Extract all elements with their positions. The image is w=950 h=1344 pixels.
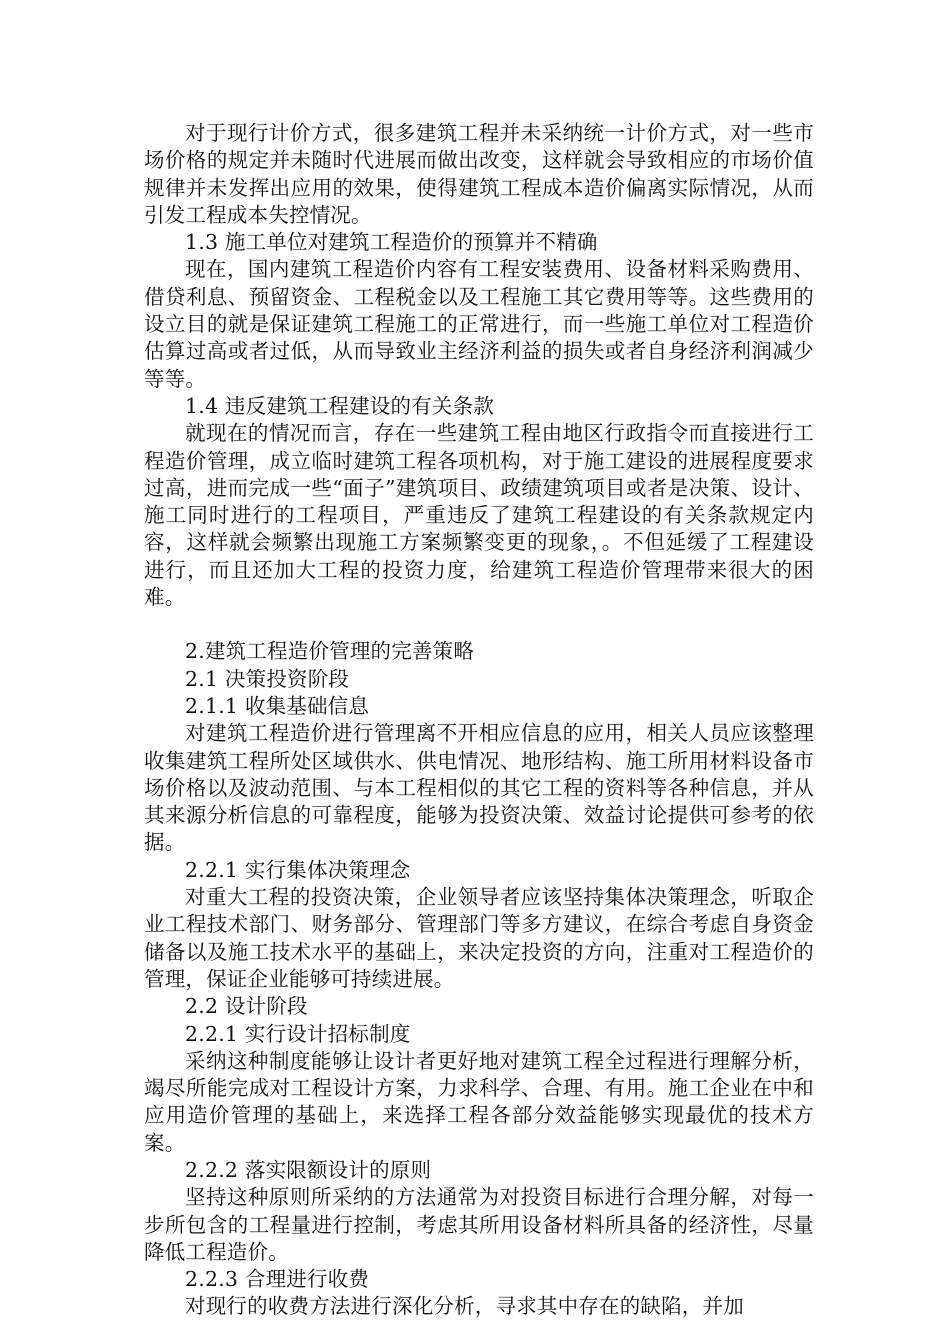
paragraph-violations: 就现在的情况而言，存在一些建筑工程由地区行政指令而直接进行工程造价管理，成立临时建筑工程各项机构，对于施工建设的进展程度要求过高，进而完成一些“面子”建筑项目、政绩建筑项目或者是决策、设计、施工同时进行的工程项目，严重违反了建筑工程建设的有关条款规定内容，这样就会频繁出现施工方案频繁变更的现象，。不但延缓了工程建设进行，而且还加大工程的投资力度，给建筑工程造价管理带来很大的困难。: [144, 421, 814, 610]
heading-2-1-1: 2.1.1 收集基础信息: [185, 693, 370, 718]
heading-2-2: 2.2 设计阶段: [185, 994, 308, 1019]
heading-2: 2.建筑工程造价管理的完善策略: [185, 639, 475, 664]
document-body: [144, 120, 814, 1321]
heading-2-1: 2.1 决策投资阶段: [185, 666, 350, 691]
paragraph-collect-info: 对建筑工程造价进行管理离不开相应信息的应用，相关人员应该整理收集建筑工程所处区域供水、供电情况、地形结构、施工所用材料设备市场价格以及波动范围、与本工程相似的其它工程的资料等各种信息，并从其来源分析信息的可靠程度，能够为投资决策、效益讨论提供可参考的依据。: [144, 721, 814, 855]
heading-2-2-2: 2.2.2 落实限额设计的原则: [185, 1157, 432, 1182]
heading-1-3: 1.3 施工单位对建筑工程造价的预算并不精确: [185, 230, 598, 255]
heading-collective-decision: 2.2.1 实行集体决策理念: [185, 857, 411, 882]
heading-2-2-1: 2.2.1 实行设计招标制度: [185, 1021, 411, 1046]
paragraph-design-bidding: 采纳这种制度能够让设计者更好地对建筑工程全过程进行理解分析，竭尽所能完成对工程设计方案，力求科学、合理、有用。施工企业在中和应用造价管理的基础上，来选择工程各部分效益能够实现最优的技术方案。: [144, 1048, 814, 1155]
paragraph-cost-contents: 现在，国内建筑工程造价内容有工程安装费用、设备材料采购费用、借贷利息、预留资金、工程税金以及工程施工其它费用等等。这些费用的设立目的就是保证建筑工程施工的正常进行，而一些施工单位对工程造价估算过高或者过低，从而导致业主经济利益的损失或者自身经济利润减少等等。: [144, 257, 814, 391]
paragraph-pricing-method: 对于现行计价方式，很多建筑工程并未采纳统一计价方式，对一些市场价格的规定并未随时代进展而做出改变，这样就会导致相应的市场价值规律并未发挥出应用的效果，使得建筑工程成本造价偏离实际情况，从而引发工程成本失控情况。: [144, 121, 814, 227]
paragraph-quota-design: 坚持这种原则所采纳的方法通常为对投资目标进行合理分解，对每一步所包含的工程量进行控制，考虑其所用设备材料所具备的经济性，尽量降低工程造价。: [144, 1185, 814, 1264]
heading-2-2-3: 2.2.3 合理进行收费: [185, 1267, 370, 1292]
heading-1-4: 1.4 违反建筑工程建设的有关条款: [185, 393, 495, 418]
paragraph-fees: 对现行的收费方法进行深化分析，寻求其中存在的缺陷，并加: [185, 1294, 744, 1319]
paragraph-collective-decision: 对重大工程的投资决策，企业领导者应该坚持集体决策理念，听取企业工程技术部门、财务部分、管理部门等多方建议，在综合考虑自身资金储备以及施工技术水平的基础上，来决定投资的方向，注重对工程造价的管理，保证企业能够可持续进展。: [144, 885, 814, 991]
